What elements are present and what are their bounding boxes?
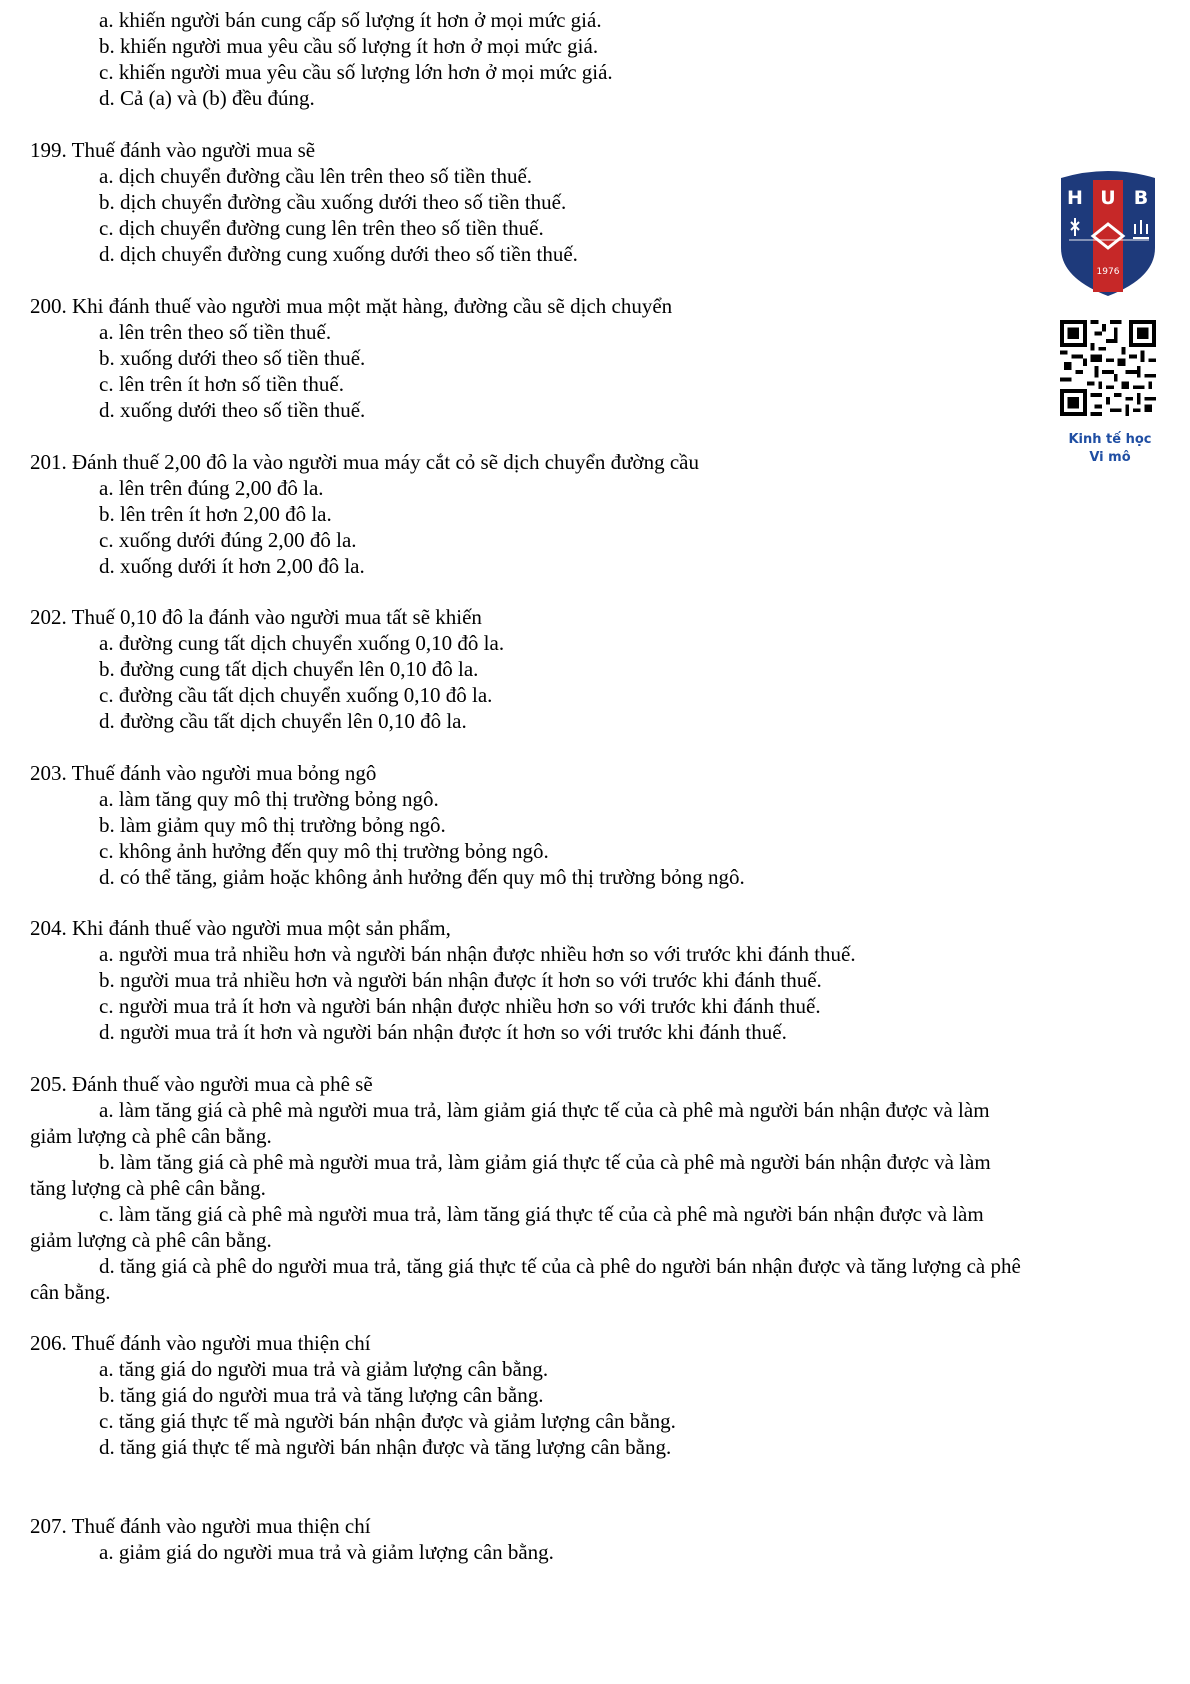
question-199-option-c: c. dịch chuyển đường cung lên trên theo số tiền thuế.	[99, 216, 544, 240]
question-199-option-b: b. dịch chuyển đường cầu xuống dưới theo số tiền thuế.	[99, 190, 567, 214]
question-204-option-b: b. người mua trả nhiều hơn và người bán nhận được ít hơn so với trước khi đánh thuế.	[99, 968, 822, 992]
top-option-b: b. khiến người mua yêu cầu số lượng ít hơn ở mọi mức giá.	[99, 34, 599, 58]
question-203-option-c: c. không ảnh hưởng đến quy mô thị trường bỏng ngô.	[99, 839, 549, 863]
question-202-option-b: b. đường cung tất dịch chuyển lên 0,10 đô la.	[99, 657, 479, 681]
question-203-option-b: b. làm giảm quy mô thị trường bỏng ngô.	[99, 813, 446, 837]
question-203-option-d: d. có thể tăng, giảm hoặc không ảnh hưởng đến quy mô thị trường bỏng ngô.	[99, 865, 745, 889]
question-201-stem: 201. Đánh thuế 2,00 đô la vào người mua máy cắt cỏ sẽ dịch chuyển đường cầu	[30, 450, 699, 474]
question-205-option-c-line1: c. làm tăng giá cà phê mà người mua trả, làm tăng giá thực tế của cà phê mà người bán nhận được và làm	[99, 1202, 984, 1226]
question-202-option-c: c. đường cầu tất dịch chuyển xuống 0,10 đô la.	[99, 683, 493, 707]
question-206-option-a: a. tăng giá do người mua trả và giảm lượng cân bằng.	[99, 1357, 549, 1381]
question-200-option-c: c. lên trên ít hơn số tiền thuế.	[99, 372, 344, 396]
question-207-option-a: a. giảm giá do người mua trả và giảm lượng cân bằng.	[99, 1540, 554, 1564]
question-205-option-d-line1: d. tăng giá cà phê do người mua trả, tăng giá thực tế của cà phê do người bán nhận được và tăng lượng cà phê	[99, 1254, 1021, 1278]
question-206-option-b: b. tăng giá do người mua trả và tăng lượng cân bằng.	[99, 1383, 544, 1407]
question-205-stem: 205. Đánh thuế vào người mua cà phê sẽ	[30, 1072, 373, 1096]
question-204-stem: 204. Khi đánh thuế vào người mua một sản phẩm,	[30, 916, 451, 940]
question-201-option-b: b. lên trên ít hơn 2,00 đô la.	[99, 502, 332, 526]
hub-shield-logo	[1057, 170, 1159, 300]
question-205-option-c-line2: giảm lượng cà phê cân bằng.	[30, 1228, 272, 1252]
logo-letter-u: U	[1100, 187, 1116, 209]
question-203-stem: 203. Thuế đánh vào người mua bỏng ngô	[30, 761, 377, 785]
question-202-option-a: a. đường cung tất dịch chuyển xuống 0,10 đô la.	[99, 631, 505, 655]
logo-letter-h: H	[1067, 187, 1083, 209]
question-199-option-d: d. dịch chuyển đường cung xuống dưới theo số tiền thuế.	[99, 242, 578, 266]
question-203-option-a: a. làm tăng quy mô thị trường bỏng ngô.	[99, 787, 439, 811]
question-206-option-c: c. tăng giá thực tế mà người bán nhận được và giảm lượng cân bằng.	[99, 1409, 676, 1433]
question-200-option-a: a. lên trên theo số tiền thuế.	[99, 320, 332, 344]
question-205-option-a-line2: giảm lượng cà phê cân bằng.	[30, 1124, 272, 1148]
question-199-option-a: a. dịch chuyển đường cầu lên trên theo số tiền thuế.	[99, 164, 533, 188]
question-201-option-a: a. lên trên đúng 2,00 đô la.	[99, 476, 324, 500]
question-205-option-b-line1: b. làm tăng giá cà phê mà người mua trả, làm giảm giá thực tế của cà phê mà người bán nhận được và làm	[99, 1150, 991, 1174]
question-207-stem: 207. Thuế đánh vào người mua thiện chí	[30, 1514, 371, 1538]
question-206-option-d: d. tăng giá thực tế mà người bán nhận được và tăng lượng cân bằng.	[99, 1435, 672, 1459]
question-199-stem: 199. Thuế đánh vào người mua sẽ	[30, 138, 316, 162]
question-205-option-a-line1: a. làm tăng giá cà phê mà người mua trả, làm giảm giá thực tế của cà phê mà người bán nhận được và làm	[99, 1098, 990, 1122]
question-204-option-d: d. người mua trả ít hơn và người bán nhận được ít hơn so với trước khi đánh thuế.	[99, 1020, 787, 1044]
qr-code	[1060, 320, 1156, 416]
course-label-line2: Vi mô	[1089, 450, 1131, 465]
question-204-option-c: c. người mua trả ít hơn và người bán nhận được nhiều hơn so với trước khi đánh thuế.	[99, 994, 821, 1018]
question-201-option-d: d. xuống dưới ít hơn 2,00 đô la.	[99, 554, 365, 578]
top-option-d: d. Cả (a) và (b) đều đúng.	[99, 86, 315, 110]
question-202-option-d: d. đường cầu tất dịch chuyển lên 0,10 đô la.	[99, 709, 467, 733]
question-200-option-b: b. xuống dưới theo số tiền thuế.	[99, 346, 366, 370]
question-204-option-a: a. người mua trả nhiều hơn và người bán nhận được nhiều hơn so với trước khi đánh thuế.	[99, 942, 856, 966]
question-205-option-b-line2: tăng lượng cà phê cân bằng.	[30, 1176, 266, 1200]
question-201-option-c: c. xuống dưới đúng 2,00 đô la.	[99, 528, 357, 552]
question-200-stem: 200. Khi đánh thuế vào người mua một mặt hàng, đường cầu sẽ dịch chuyển	[30, 294, 673, 318]
question-205-option-d-line2: cân bằng.	[30, 1280, 111, 1304]
course-label-line1: Kinh tế học	[1068, 432, 1152, 447]
logo-year: 1976	[1096, 267, 1120, 277]
top-option-a: a. khiến người bán cung cấp số lượng ít hơn ở mọi mức giá.	[99, 8, 602, 32]
question-202-stem: 202. Thuế 0,10 đô la đánh vào người mua tất sẽ khiến	[30, 605, 482, 629]
question-206-stem: 206. Thuế đánh vào người mua thiện chí	[30, 1331, 371, 1355]
logo-letter-b: B	[1133, 187, 1149, 209]
question-200-option-d: d. xuống dưới theo số tiền thuế.	[99, 398, 366, 422]
top-option-c: c. khiến người mua yêu cầu số lượng lớn hơn ở mọi mức giá.	[99, 60, 613, 84]
